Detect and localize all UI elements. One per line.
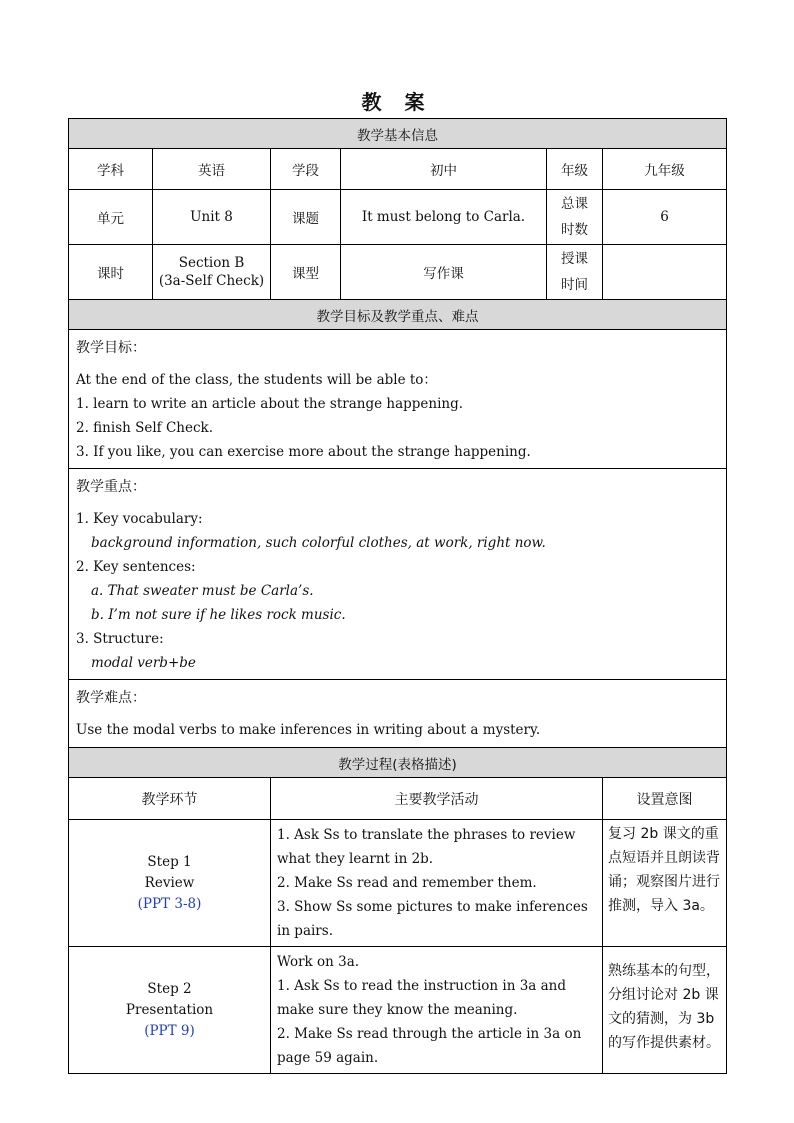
step-ppt: (PPT 3-8) — [137, 895, 202, 912]
period-label: 课时 — [69, 245, 153, 300]
lesson-plan-table — [68, 118, 727, 1074]
goals-header: 教学目标及教学重点、难点 — [69, 300, 727, 330]
step-sub: Review — [144, 874, 195, 891]
topic-label: 课题 — [271, 190, 341, 245]
activity-line: 1. Ask Ss to read the instruction in 3a and make sure they know the meaning. — [277, 978, 567, 1018]
key-vocab-label: 1. Key vocabulary: — [76, 511, 203, 527]
step-1-cell — [69, 820, 271, 947]
step-1-intent: 复习 2b 课文的重点短语并且朗读背诵；观察图片进行推测，导入 3a。 — [603, 820, 727, 947]
stage-value: 初中 — [341, 149, 547, 190]
stage-label: 学段 — [271, 149, 341, 190]
activity-line: 1. Ask Ss to translate the phrases to review what they learnt in 2b. — [277, 827, 576, 867]
step-1-activities — [271, 820, 603, 947]
total-hours-value: 6 — [603, 190, 727, 245]
activity-line: Work on 3a. — [277, 954, 360, 970]
key-points-title: 教学重点： — [76, 479, 146, 495]
objective-line: 3. If you like, you can exercise more about the strange happening. — [76, 444, 531, 460]
step-2-intent: 熟练基本的句型，分组讨论对 2b 课文的猜测，为 3b 的写作提供素材。 — [603, 947, 727, 1074]
objective-line: At the end of the class, the students will be able to： — [76, 372, 437, 388]
subject-label: 学科 — [69, 149, 153, 190]
objective-line: 2. finish Self Check. — [76, 420, 213, 436]
structure-value: modal verb+be — [91, 655, 196, 671]
difficult-points-text: Use the modal verbs to make inferences in writing about a mystery. — [76, 722, 541, 738]
objective-line: 1. learn to write an article about the strange happening. — [76, 396, 464, 412]
objectives-section — [69, 330, 727, 469]
key-sentence-b: b. I’m not sure if he likes rock music. — [91, 607, 346, 623]
subject-value: 英语 — [153, 149, 271, 190]
key-sentence-a: a. That sweater must be Carla’s. — [91, 583, 314, 599]
teaching-time-label: 授课 时间 — [547, 245, 603, 300]
col-intent-header: 设置意图 — [603, 778, 727, 820]
objectives-title: 教学目标： — [76, 340, 146, 356]
step-name: Step 1 — [147, 853, 192, 870]
difficult-points-title: 教学难点： — [76, 690, 146, 706]
key-sentences-label: 2. Key sentences: — [76, 559, 196, 575]
col-activity-header: 主要教学活动 — [271, 778, 603, 820]
type-label: 课型 — [271, 245, 341, 300]
total-hours-label: 总课 时数 — [547, 190, 603, 245]
grade-label: 年级 — [547, 149, 603, 190]
activity-line: 3. Show Ss some pictures to make inferences in pairs. — [277, 899, 588, 939]
activity-line: 2. Make Ss read through the article in 3a on page 59 again. — [277, 1026, 582, 1066]
col-step-header: 教学环节 — [69, 778, 271, 820]
page-title: 教 案 — [361, 90, 433, 114]
type-value: 写作课 — [341, 245, 547, 300]
topic-value: It must belong to Carla. — [341, 190, 547, 245]
step-2-cell — [69, 947, 271, 1074]
key-points-section — [69, 469, 727, 680]
grade-value: 九年级 — [603, 149, 727, 190]
basic-info-header: 教学基本信息 — [69, 119, 727, 149]
step-2-activities — [271, 947, 603, 1074]
difficult-points-section — [69, 680, 727, 748]
step-name: Step 2 — [147, 980, 192, 997]
period-value: Section B (3a-Self Check) — [153, 245, 271, 300]
teaching-time-value — [603, 245, 727, 300]
step-sub: Presentation — [125, 1001, 214, 1018]
activity-line: 2. Make Ss read and remember them. — [277, 875, 537, 891]
unit-value: Unit 8 — [153, 190, 271, 245]
process-header: 教学过程(表格描述) — [69, 748, 727, 778]
key-vocab: background information, such colorful clothes, at work, right now. — [91, 535, 546, 551]
unit-label: 单元 — [69, 190, 153, 245]
structure-label: 3. Structure: — [76, 631, 164, 647]
step-ppt: (PPT 9) — [144, 1022, 195, 1039]
